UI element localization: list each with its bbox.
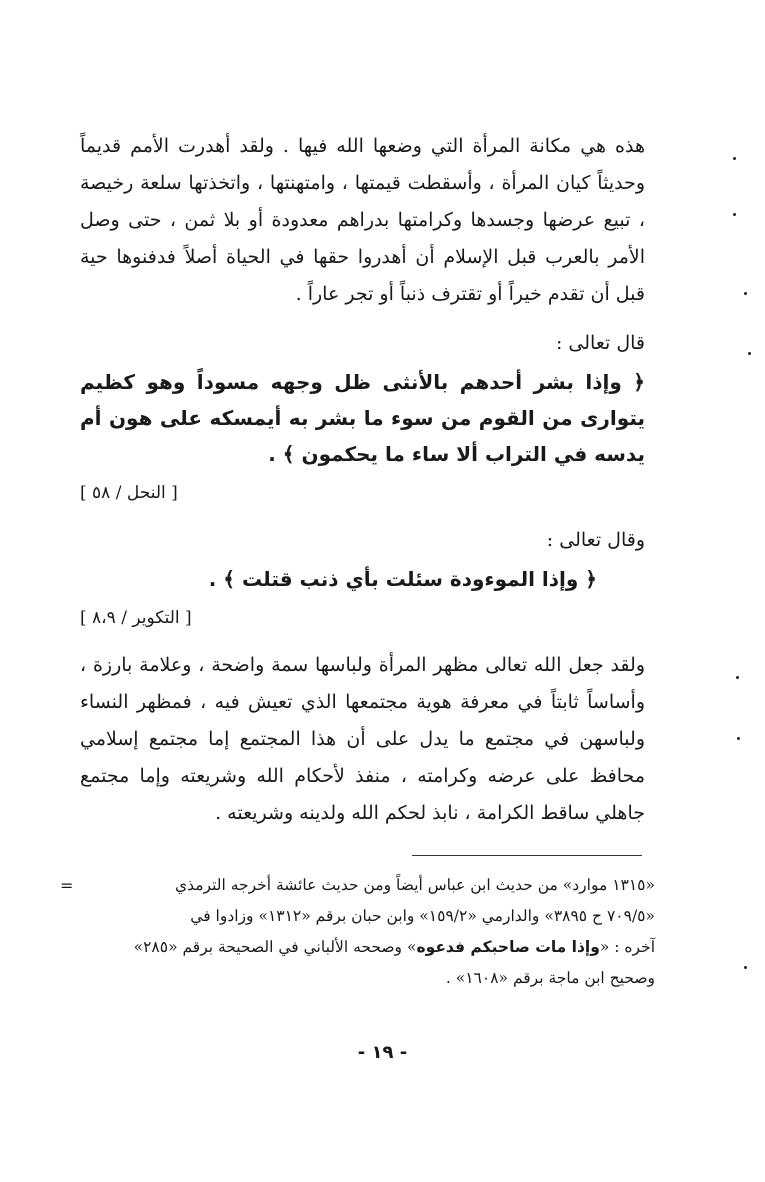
quran-verse-takwir: ﴿ وإذا الموءودة سئلت بأي ذنب قتلت ﴾ . [208, 567, 597, 591]
scan-speck [733, 213, 736, 216]
footnote-continuation-marker: = [60, 876, 74, 895]
footnote-block [60, 870, 655, 994]
verse-reference-takwir: [ التكوير / ٨،٩ ] [80, 608, 192, 628]
scan-speck [748, 352, 751, 355]
footnote-line [80, 932, 655, 963]
quran-intro-2: وقال تعالى : [546, 529, 645, 551]
verse-reference-nahl: [ النحل / ٥٨ ] [80, 483, 178, 503]
footnote-hadith-quote: وإذا مات صاحبكم فدعوه [416, 938, 600, 956]
page-content [80, 128, 645, 832]
paragraph-women-status: هذه هي مكانة المرأة التي وضعها الله فيها . ولقد أهدرت الأمم قديماً وحديثاً كيان المرأة ، وأسقطت قيمتها ، وامتهنتها ، واتخذتها سلعة رخيصة ، تبيع عرضها وجسدها وكرامتها بدراهم معدودة أو بلا ثمن ، حتى وصل الأمر بالعرب قبل الإسلام أن أهدروا حقها في الحياة أصلاً فدفنوها حية قبل أن تقدم خيراً أو تقترف ذنباً أو تجر عاراً . [80, 135, 645, 305]
footnote-text: آخره : « [599, 938, 655, 956]
footnote-line: «٧٠٩/٥ ح ٣٨٩٥» والدارمي «١٥٩/٢» وابن حبان برقم «١٣١٢» وزادوا في [190, 907, 655, 925]
footnote-line: وصحيح ابن ماجة برقم «١٦٠٨» . [445, 969, 655, 987]
quran-verse-nahl: ﴿ وإذا بشر أحدهم بالأنثى ظل وجهه مسوداً وهو كظيم يتوارى من القوم من سوء ما بشر به أيمسكه على هون أم يدسه في التراب ألا ساء ما يحكمون ﴾ . [80, 370, 645, 466]
scan-speck [744, 966, 747, 969]
page-number: - ١٩ - [357, 1042, 408, 1063]
scan-speck [744, 292, 747, 295]
footnote-text: » وصححه الألباني في الصحيحة برقم «٢٨٥» [133, 938, 417, 956]
quran-intro-1: قال تعالى : [555, 332, 645, 354]
footnote-separator [412, 855, 642, 856]
footnote-line: «١٣١٥ موارد» من حديث ابن عباس أيضاً ومن حديث عائشة أخرجه الترمذي [174, 876, 655, 894]
scan-speck [733, 157, 736, 160]
scan-speck [737, 737, 740, 740]
scan-speck [736, 676, 739, 679]
paragraph-women-appearance: ولقد جعل الله تعالى مظهر المرأة ولباسها سمة واضحة ، وعلامة بارزة ، وأساساً ثابتاً في معرفة هوية مجتمعها الذي تعيش فيه ، فمظهر النساء ولباسهن في مجتمع ما يدل على أن هذا المجتمع إما مجتمع إسلامي محافظ على عرضه وكرامته ، منفذ لأحكام الله وشريعته وإما مجتمع جاهلي ساقط الكرامة ، نابذ لحكم الله ولدينه وشريعته . [80, 654, 645, 824]
